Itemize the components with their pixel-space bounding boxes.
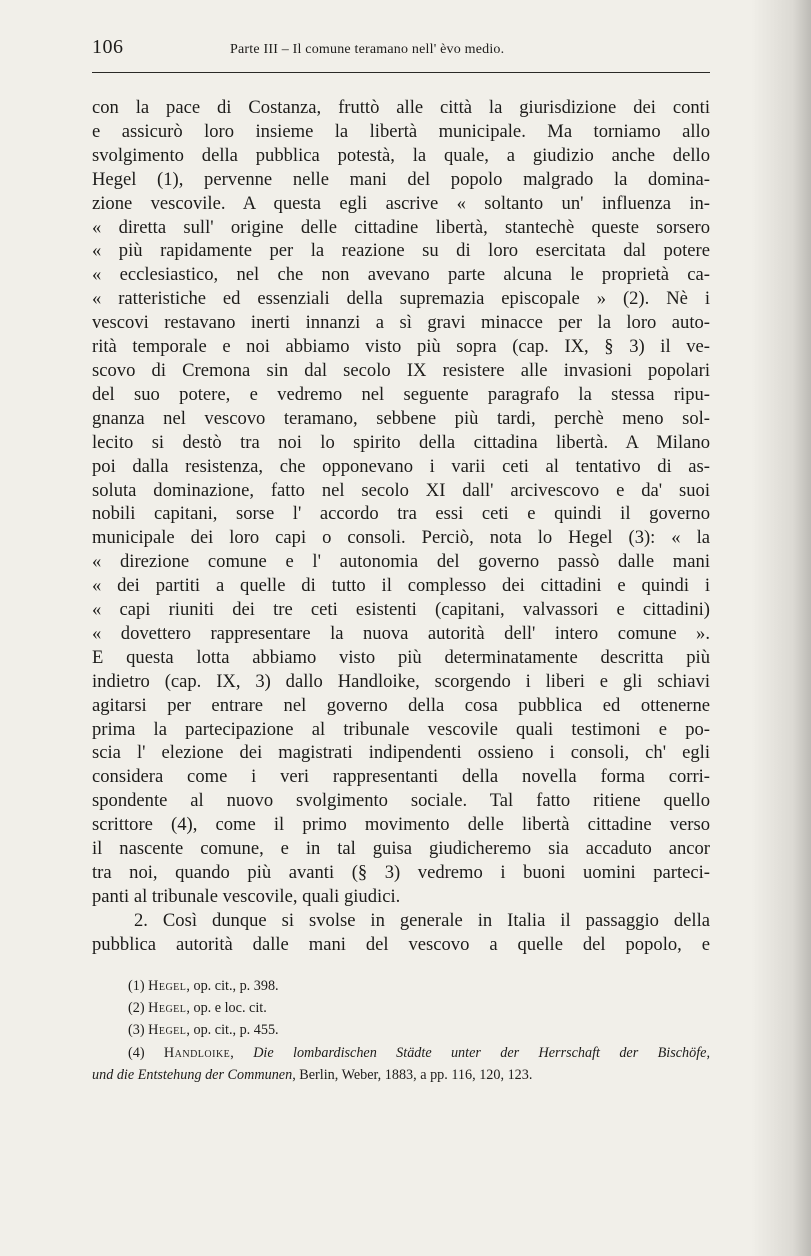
footnote <box>92 975 710 997</box>
text-line: « più rapidamente per la reazione su di loro esercitata dal potere <box>92 240 710 262</box>
page-header <box>92 36 710 66</box>
page-edge-shadow <box>751 0 811 1256</box>
text-line: Hegel (1), pervenne nelle mani del popolo malgrado la domina- <box>92 168 710 190</box>
footnotes <box>92 975 710 1086</box>
page-number: 106 <box>92 36 124 58</box>
text-line: municipale dei loro capi o consoli. Perciò, nota lo Hegel (3): « la <box>92 527 710 549</box>
text-line: gnanza nel vescovo teramano, sebbene più tardi, perchè meno sol- <box>92 407 710 429</box>
text-line: panti al tribunale vescovile, quali giudici. <box>92 885 401 907</box>
body-text <box>92 96 710 957</box>
text-line: soluta dominazione, fatto nel secolo XI dall' arcivescovo e da' suoi <box>92 479 710 501</box>
text-line: prima la partecipazione al tribunale vescovile quali testimoni e po- <box>92 718 710 740</box>
text-line: scovo di Cremona sin dal secolo IX resistere alle invasioni popolari <box>92 359 710 381</box>
footnote <box>92 1019 710 1041</box>
text-line: « ratteristiche ed essenziali della supremazia episcopale » (2). Nè i <box>92 288 710 310</box>
footnote-text: , Berlin, Weber, 1883, a pp. 116, 120, 123. <box>292 1066 533 1083</box>
footnote-author: Hegel <box>148 1022 187 1039</box>
header-rule <box>92 72 710 73</box>
text-line: e assicurò loro insieme la libertà municipale. Ma torniamo allo <box>92 120 710 142</box>
text-line: scrittore (4), come il primo movimento delle libertà cittadine verso <box>92 814 710 836</box>
text-line: rità temporale e noi abbiamo visto più sopra (cap. IX, § 3) il ve- <box>92 336 710 358</box>
text-line: con la pace di Costanza, fruttò alle città la giurisdizione dei conti <box>92 97 710 118</box>
text-line: spondente al nuovo svolgimento sociale. Tal fatto ritiene quello <box>92 790 710 812</box>
text-line: tra noi, quando più avanti (§ 3) vedremo i buoni uomini parteci- <box>92 862 710 883</box>
text-line: lecito si destò tra noi lo spirito della cittadina libertà. A Milano <box>92 431 710 453</box>
footnote-author: Handloike <box>163 1044 231 1061</box>
text-line: agitarsi per entrare nel governo della cosa pubblica ed ottenerne <box>92 694 710 716</box>
text-line: E questa lotta abbiamo visto più determinatamente descritta più <box>92 646 710 668</box>
footnote-number: (2) <box>128 1000 145 1017</box>
text-line: vescovi restavano inerti innanzi a sì gravi minacce per la loro auto- <box>92 312 710 334</box>
text-line: nobili capitani, sorse l' accordo tra essi ceti e quindi il governo <box>92 503 710 525</box>
text-line: del suo potere, e vedremo nel seguente paragrafo la stessa ripu- <box>92 383 710 405</box>
text-line: poi dalla resistenza, che opponevano i varii ceti al tentativo di as- <box>92 455 710 477</box>
text-line: svolgimento della pubblica potestà, la quale, a giudizio anche dello <box>92 144 710 166</box>
footnote: (4) Handloike, Die lombardischen Städte unter der Herrschaft der Bischöfe, <box>128 1044 710 1061</box>
footnote-number: (1) <box>128 978 145 994</box>
footnote-number: (3) <box>128 1022 145 1039</box>
text-line: « dei partiti a quelle di tutto il complesso dei cittadini e quindi i <box>92 575 710 597</box>
running-title: Parte III – Il comune teramano nell' èvo medio. <box>230 42 505 57</box>
footnote <box>92 997 710 1019</box>
footnote-author: Hegel <box>148 1000 187 1017</box>
text-line: 2. Così dunque si svolse in generale in Italia il passaggio della <box>134 909 710 931</box>
footnote-number: (4) <box>128 1044 145 1061</box>
text-line: pubblica autorità dalle mani del vescovo a quelle del popolo, e <box>92 933 710 955</box>
footnote-title: und die Entstehung der Communen <box>92 1066 293 1083</box>
footnote-continuation <box>92 1064 710 1086</box>
text-line: « direzione comune e l' autonomia del governo passò dalle mani <box>92 551 710 573</box>
text-line: « capi riuniti dei tre ceti esistenti (capitani, valvassori e cittadini) <box>92 599 710 621</box>
footnote-title: Die lombardischen Städte unter der Herrschaft der Bischöfe, <box>253 1044 710 1061</box>
text-line: considera come i veri rappresentanti della novella forma corri- <box>92 766 710 788</box>
text-line: indietro (cap. IX, 3) dallo Handloike, scorgendo i liberi e gli schiavi <box>92 670 710 692</box>
text-line: « ecclesiastico, nel che non avevano parte alcuna le proprietà ca- <box>92 264 710 286</box>
footnote-text: , op. cit., p. 398. <box>186 978 279 994</box>
text-line: zione vescovile. A questa egli ascrive « soltanto un' influenza in- <box>92 192 710 214</box>
text-line: scia l' elezione dei magistrati indipendenti ossieno i consoli, ch' egli <box>92 742 710 764</box>
text-line: « diretta sull' origine delle cittadine libertà, stantechè queste sorsero <box>92 216 710 238</box>
footnote-author: Hegel <box>148 978 187 994</box>
text-line: il nascente comune, e in tal guisa giudicheremo sia accaduto ancor <box>92 838 710 860</box>
text-line: « dovettero rappresentare la nuova autorità dell' intero comune ». <box>92 622 710 644</box>
footnote-text: , op. cit., p. 455. <box>186 1022 279 1039</box>
footnote-text: , op. e loc. cit. <box>186 1000 267 1017</box>
